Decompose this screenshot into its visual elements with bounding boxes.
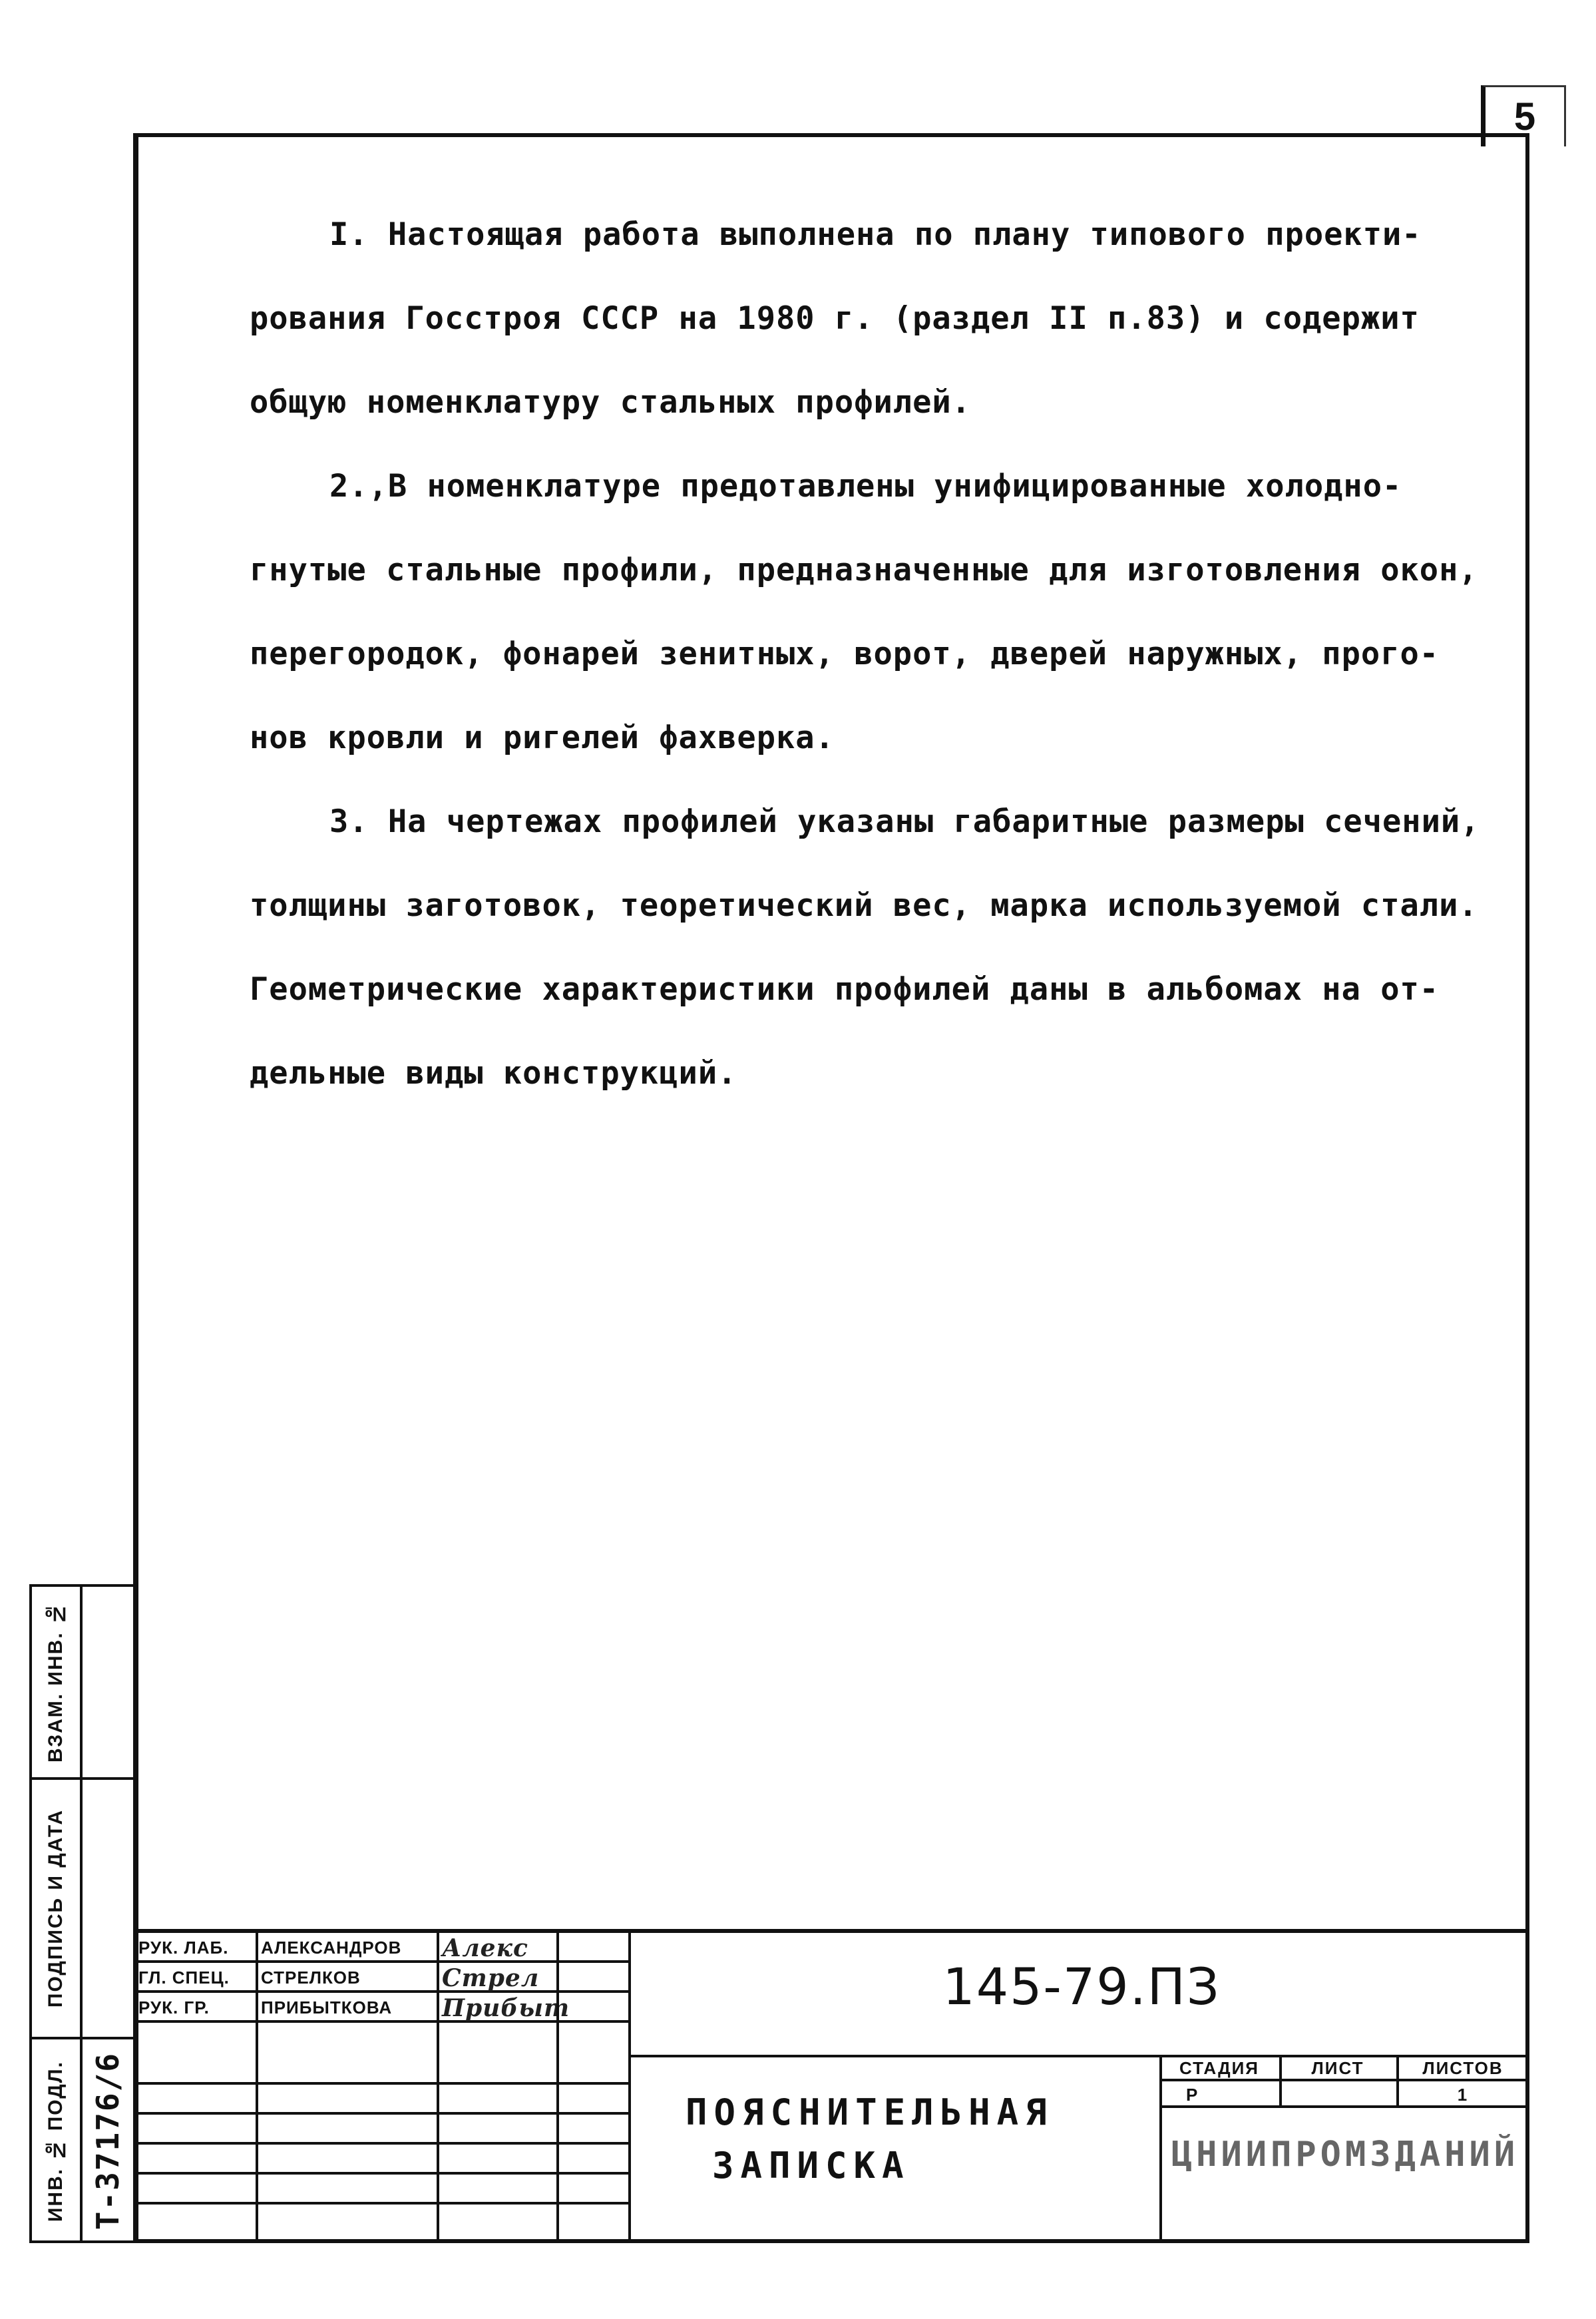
signer-role: РУК. ГР.: [138, 1998, 210, 2017]
sheet-header: ЛИСТ: [1311, 2057, 1364, 2078]
sheet-value: [1279, 2081, 1396, 2108]
paragraph-2-line: нов кровли и ригелей фахверка.: [250, 720, 835, 756]
zam-inv-label: ВЗАМ. ИНВ. №: [45, 1601, 67, 1763]
paragraph-2-line: 2.,В номенклатуре предотавлены унифицированные холодно-: [329, 468, 1402, 505]
side-column-labels: [32, 1587, 83, 2240]
empty-row: [133, 2055, 628, 2085]
podpis-data-value-cell: [83, 1780, 133, 2039]
stage-value: Р: [1186, 2084, 1199, 2105]
inv-podl-label: ИНВ. № ПОДЛ.: [45, 2060, 67, 2222]
paragraph-1-line: рования Госстроя СССР на 1980 г. (раздел II п.83) и содержит: [250, 300, 1420, 337]
signer-name: АЛЕКСАНДРОВ: [261, 1938, 402, 1958]
zam-inv-cell: [32, 1587, 80, 1780]
signer-role: РУК. ЛАБ.: [138, 1938, 229, 1958]
side-column-values: [83, 1587, 133, 2240]
sheets-value: 1: [1457, 2084, 1469, 2105]
grid-line: [1279, 2055, 1282, 2108]
stage-table: [1159, 2055, 1529, 2243]
signer-name: ПРИБЫТКОВА: [261, 1998, 393, 2017]
stage-header-row: [1159, 2055, 1529, 2081]
signer-row: [133, 1933, 628, 1963]
empty-row: [133, 2175, 628, 2205]
paragraph-3-line: Геометрические характеристики профилей даны в альбомах на от-: [250, 971, 1440, 1008]
paragraph-2-line: перегородок, фонарей зенитных, ворот, дверей наружных, прого-: [250, 636, 1440, 672]
organization-stamp: ЦНИИПРОМЗДАНИЙ: [1171, 2135, 1519, 2175]
paragraph-3-line: 3. На чертежах профилей указаны габаритные размеры сечений,: [329, 803, 1480, 840]
paragraph-3-line: толщины заготовок, теоретический вес, марка используемой стали.: [250, 887, 1478, 924]
signer-row: [133, 1963, 628, 1993]
empty-row: [133, 2205, 628, 2234]
sheets-header: ЛИСТОВ: [1422, 2057, 1503, 2078]
signer-row: [133, 1993, 628, 2023]
inv-number-cell: [83, 2039, 133, 2243]
paragraph-2-line: гнутые стальные профили, предназначенные для изготовления окон,: [250, 552, 1478, 588]
paragraph-2: [250, 445, 1501, 780]
podpis-data-label: ПОДПИСЬ И ДАТА: [45, 1808, 67, 2008]
body-text: [250, 193, 1501, 1116]
stage-value-row: [1159, 2081, 1529, 2108]
paragraph-3: [250, 780, 1501, 1116]
paragraph-1: [250, 193, 1501, 445]
grid-line: [256, 1933, 258, 2243]
signers-grid: [133, 1933, 628, 2243]
signer-role: ГЛ. СПЕЦ.: [138, 1968, 230, 1988]
stage-header: СТАДИЯ: [1179, 2057, 1259, 2078]
podpis-data-cell: [32, 1780, 80, 2039]
title-block: [133, 1929, 1529, 2243]
empty-row: [133, 2085, 628, 2115]
empty-row: [133, 2145, 628, 2175]
paragraph-1-line: общую номенклатуру стальных профилей.: [250, 384, 971, 421]
side-margin-strip: [29, 1584, 133, 2243]
paragraph-3-line: дельные виды конструкций.: [250, 1055, 737, 1092]
inv-podl-cell: [32, 2039, 80, 2243]
paragraph-1-line: I. Настоящая работа выполнена по плану типового проекти-: [329, 216, 1422, 253]
document-code: 145-79.ПЗ: [942, 1957, 1221, 2016]
document-title-line: ПОЯСНИТЕЛЬНАЯ: [686, 2091, 1054, 2133]
document-title-line: ЗАПИСКА: [712, 2145, 910, 2187]
signer-signature: Стрел: [442, 1964, 540, 1992]
grid-line: [556, 1933, 559, 2243]
inv-number: Т-37176/6: [90, 2052, 126, 2230]
signer-signature: Прибыт: [442, 1994, 570, 2022]
document-title: [686, 2086, 1054, 2193]
page-number: 5: [1481, 85, 1566, 146]
grid-line: [437, 1933, 439, 2243]
empty-row: [133, 2115, 628, 2145]
title-block-divider: [628, 1933, 631, 2243]
signer-name: СТРЕЛКОВ: [261, 1968, 361, 1988]
zam-inv-value-cell: [83, 1587, 133, 1780]
signer-signature: Алекс: [442, 1934, 528, 1962]
grid-line: [1396, 2055, 1399, 2108]
